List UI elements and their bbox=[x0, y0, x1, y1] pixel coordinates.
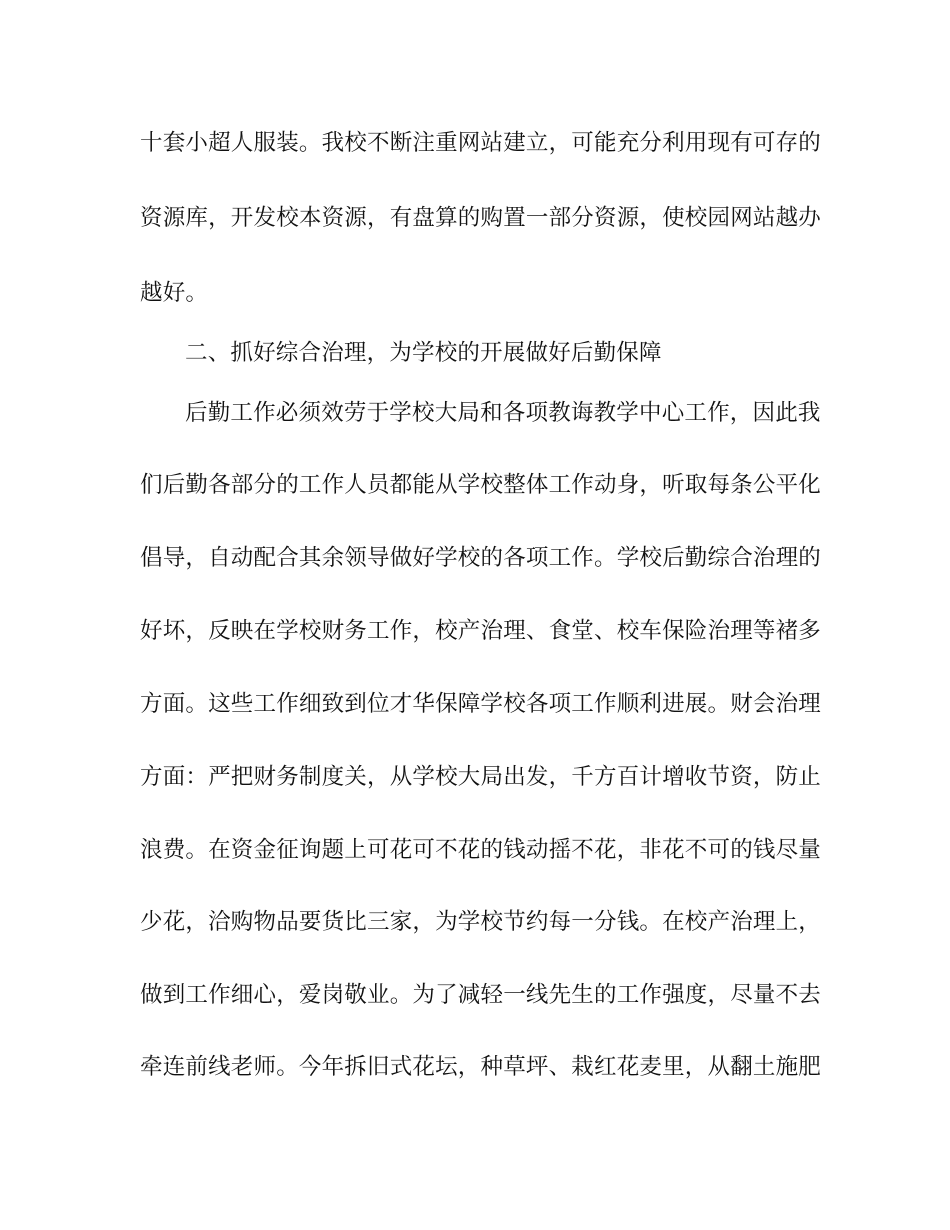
text-line: 倡导，自动配合其余领导做好学校的各项工作。学校后勤综合治理的 bbox=[140, 545, 822, 571]
text-line: 好坏，反映在学校财务工作，校产治理、食堂、校车保险治理等褚多 bbox=[140, 618, 822, 644]
text-line: 十套小超人服装。我校不断注重网站建立，可能充分利用现有可存的 bbox=[140, 130, 822, 156]
text-line: 们后勤各部分的工作人员都能从学校整体工作动身，听取每条公平化 bbox=[140, 472, 822, 498]
section-heading: 二、抓好综合治理，为学校的开展做好后勤保障 bbox=[185, 340, 662, 366]
text-line: 越好。 bbox=[140, 280, 209, 306]
text-line: 后勤工作必须效劳于学校大局和各项教诲教学中心工作，因此我 bbox=[185, 400, 821, 426]
text-line: 少花，洽购物品要货比三家，为学校节约每一分钱。在校产治理上， bbox=[140, 909, 822, 935]
text-line: 牵连前线老师。今年拆旧式花坛，种草坪、栽红花麦里，从翻土施肥 bbox=[140, 1054, 822, 1080]
text-line: 浪费。在资金征询题上可花可不花的钱动摇不花，非花不可的钱尽量 bbox=[140, 837, 822, 863]
text-line: 做到工作细心，爱岗敬业。为了减轻一线先生的工作强度，尽量不去 bbox=[140, 982, 822, 1008]
text-line: 资源库，开发校本资源，有盘算的购置一部分资源，使校园网站越办 bbox=[140, 205, 822, 231]
text-line: 方面：严把财务制度关，从学校大局出发，千方百计增收节资，防止 bbox=[140, 764, 822, 790]
text-line: 方面。这些工作细致到位才华保障学校各项工作顺利进展。财会治理 bbox=[140, 691, 822, 717]
